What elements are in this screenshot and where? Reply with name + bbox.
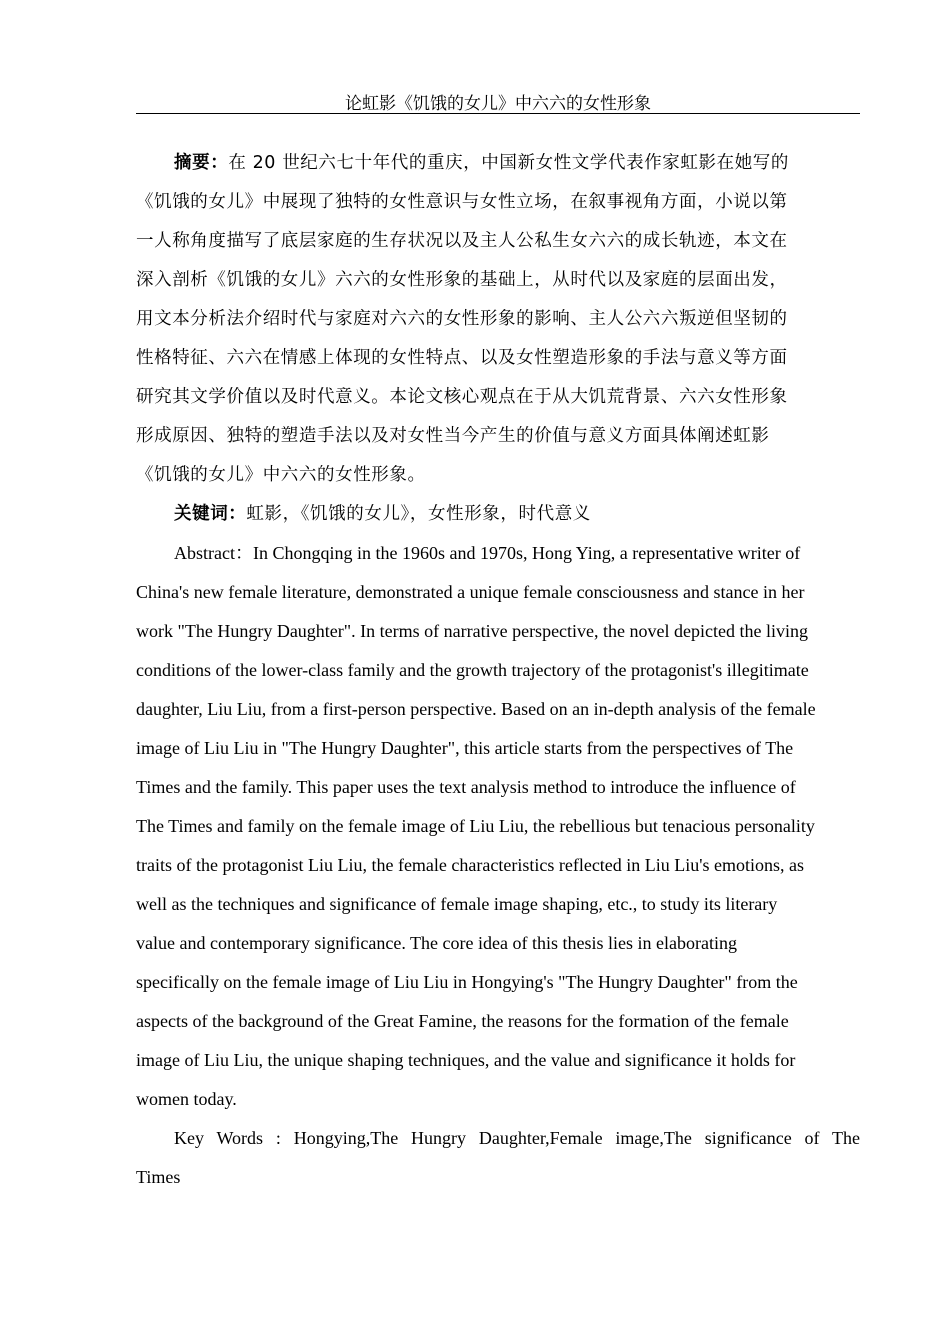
abstract-zh-line: 形成原因、独特的塑造手法以及对女性当今产生的价值与意义方面具体阐述虹影: [136, 426, 770, 446]
abstract-zh-text: 在 20 世纪六七十年代的重庆，中国新女性文学代表作家虹影在她写的: [228, 153, 790, 173]
abstract-en-line: value and contemporary significance. The core idea of this thesis lies in elaborating: [136, 933, 737, 953]
abstract-zh-label: 摘要：: [174, 153, 229, 173]
abstract-zh-line: 研究其文学价值以及时代意义。本论文核心观点在于从大饥荒背景、六六女性形象: [136, 387, 788, 407]
keywords-en-line: Key Words : Hongying,The Hungry Daughter,Female image,The significance of The: [174, 1128, 860, 1148]
abstract-zh-line: 一人称角度描写了底层家庭的生存状况以及主人公私生女六六的成长轨迹，本文在: [136, 231, 788, 251]
abstract-zh-line: 用文本分析法介绍时代与家庭对六六的女性形象的影响、主人公六六叛逆但坚韧的: [136, 309, 788, 329]
abstract-en-line: traits of the protagonist Liu Liu, the female characteristics reflected in Liu Liu's emotions, as: [136, 855, 805, 875]
keywords-zh-label: 关键词：: [174, 504, 247, 524]
abstract-en-line: image of Liu Liu, the unique shaping techniques, and the value and significance it holds for: [136, 1050, 796, 1070]
abstract-en-line: specifically on the female image of Liu Liu in Hongying's "The Hungry Daughter" from the: [136, 972, 798, 992]
abstract-zh-line: [136, 144, 860, 183]
abstract-en-line: China's new female literature, demonstrated a unique female consciousness and stance in her: [136, 582, 805, 602]
abstract-en-line: image of Liu Liu in "The Hungry Daughter", this article starts from the perspectives of The: [136, 738, 794, 758]
page-header-title: 论虹影《饥饿的女儿》中六六的女性形象: [345, 94, 651, 113]
abstract-zh-line: 《饥饿的女儿》中展现了独特的女性意识与女性立场，在叙事视角方面，小说以第: [136, 192, 788, 212]
abstract-en-line: conditions of the lower-class family and the growth trajectory of the protagonist's illegitimate: [136, 660, 809, 680]
abstract-en-line: daughter, Liu Liu, from a first-person perspective. Based on an in-depth analysis of the female: [136, 699, 816, 719]
keywords-zh-text: 虹影，《饥饿的女儿》，女性形象，时代意义: [246, 504, 591, 524]
abstract-en-line: The Times and family on the female image of Liu Liu, the rebellious but tenacious personality: [136, 816, 815, 836]
abstract-zh-line: 深入剖析《饥饿的女儿》六六的女性形象的基础上，从时代以及家庭的层面出发，: [136, 270, 788, 290]
keywords-zh: [136, 495, 860, 534]
document-body: [136, 144, 860, 1197]
abstract-en-line: women today.: [136, 1089, 237, 1109]
abstract-zh-line: 《饥饿的女儿》中六六的女性形象。: [136, 465, 426, 485]
abstract-en-line: work "The Hungry Daughter". In terms of narrative perspective, the novel depicted the living: [136, 621, 808, 641]
abstract-en-line: aspects of the background of the Great Famine, the reasons for the formation of the female: [136, 1011, 789, 1031]
header-rule: [136, 113, 860, 114]
abstract-en-line: Abstract：In Chongqing in the 1960s and 1970s, Hong Ying, a representative writer of: [174, 543, 801, 563]
abstract-en-line: well as the techniques and significance of female image shaping, etc., to study its literary: [136, 894, 778, 914]
keywords-en-line: Times: [136, 1167, 181, 1187]
abstract-zh-line: 性格特征、六六在情感上体现的女性特点、以及女性塑造形象的手法与意义等方面: [136, 348, 788, 368]
abstract-en-line: Times and the family. This paper uses the text analysis method to introduce the influence of: [136, 777, 796, 797]
